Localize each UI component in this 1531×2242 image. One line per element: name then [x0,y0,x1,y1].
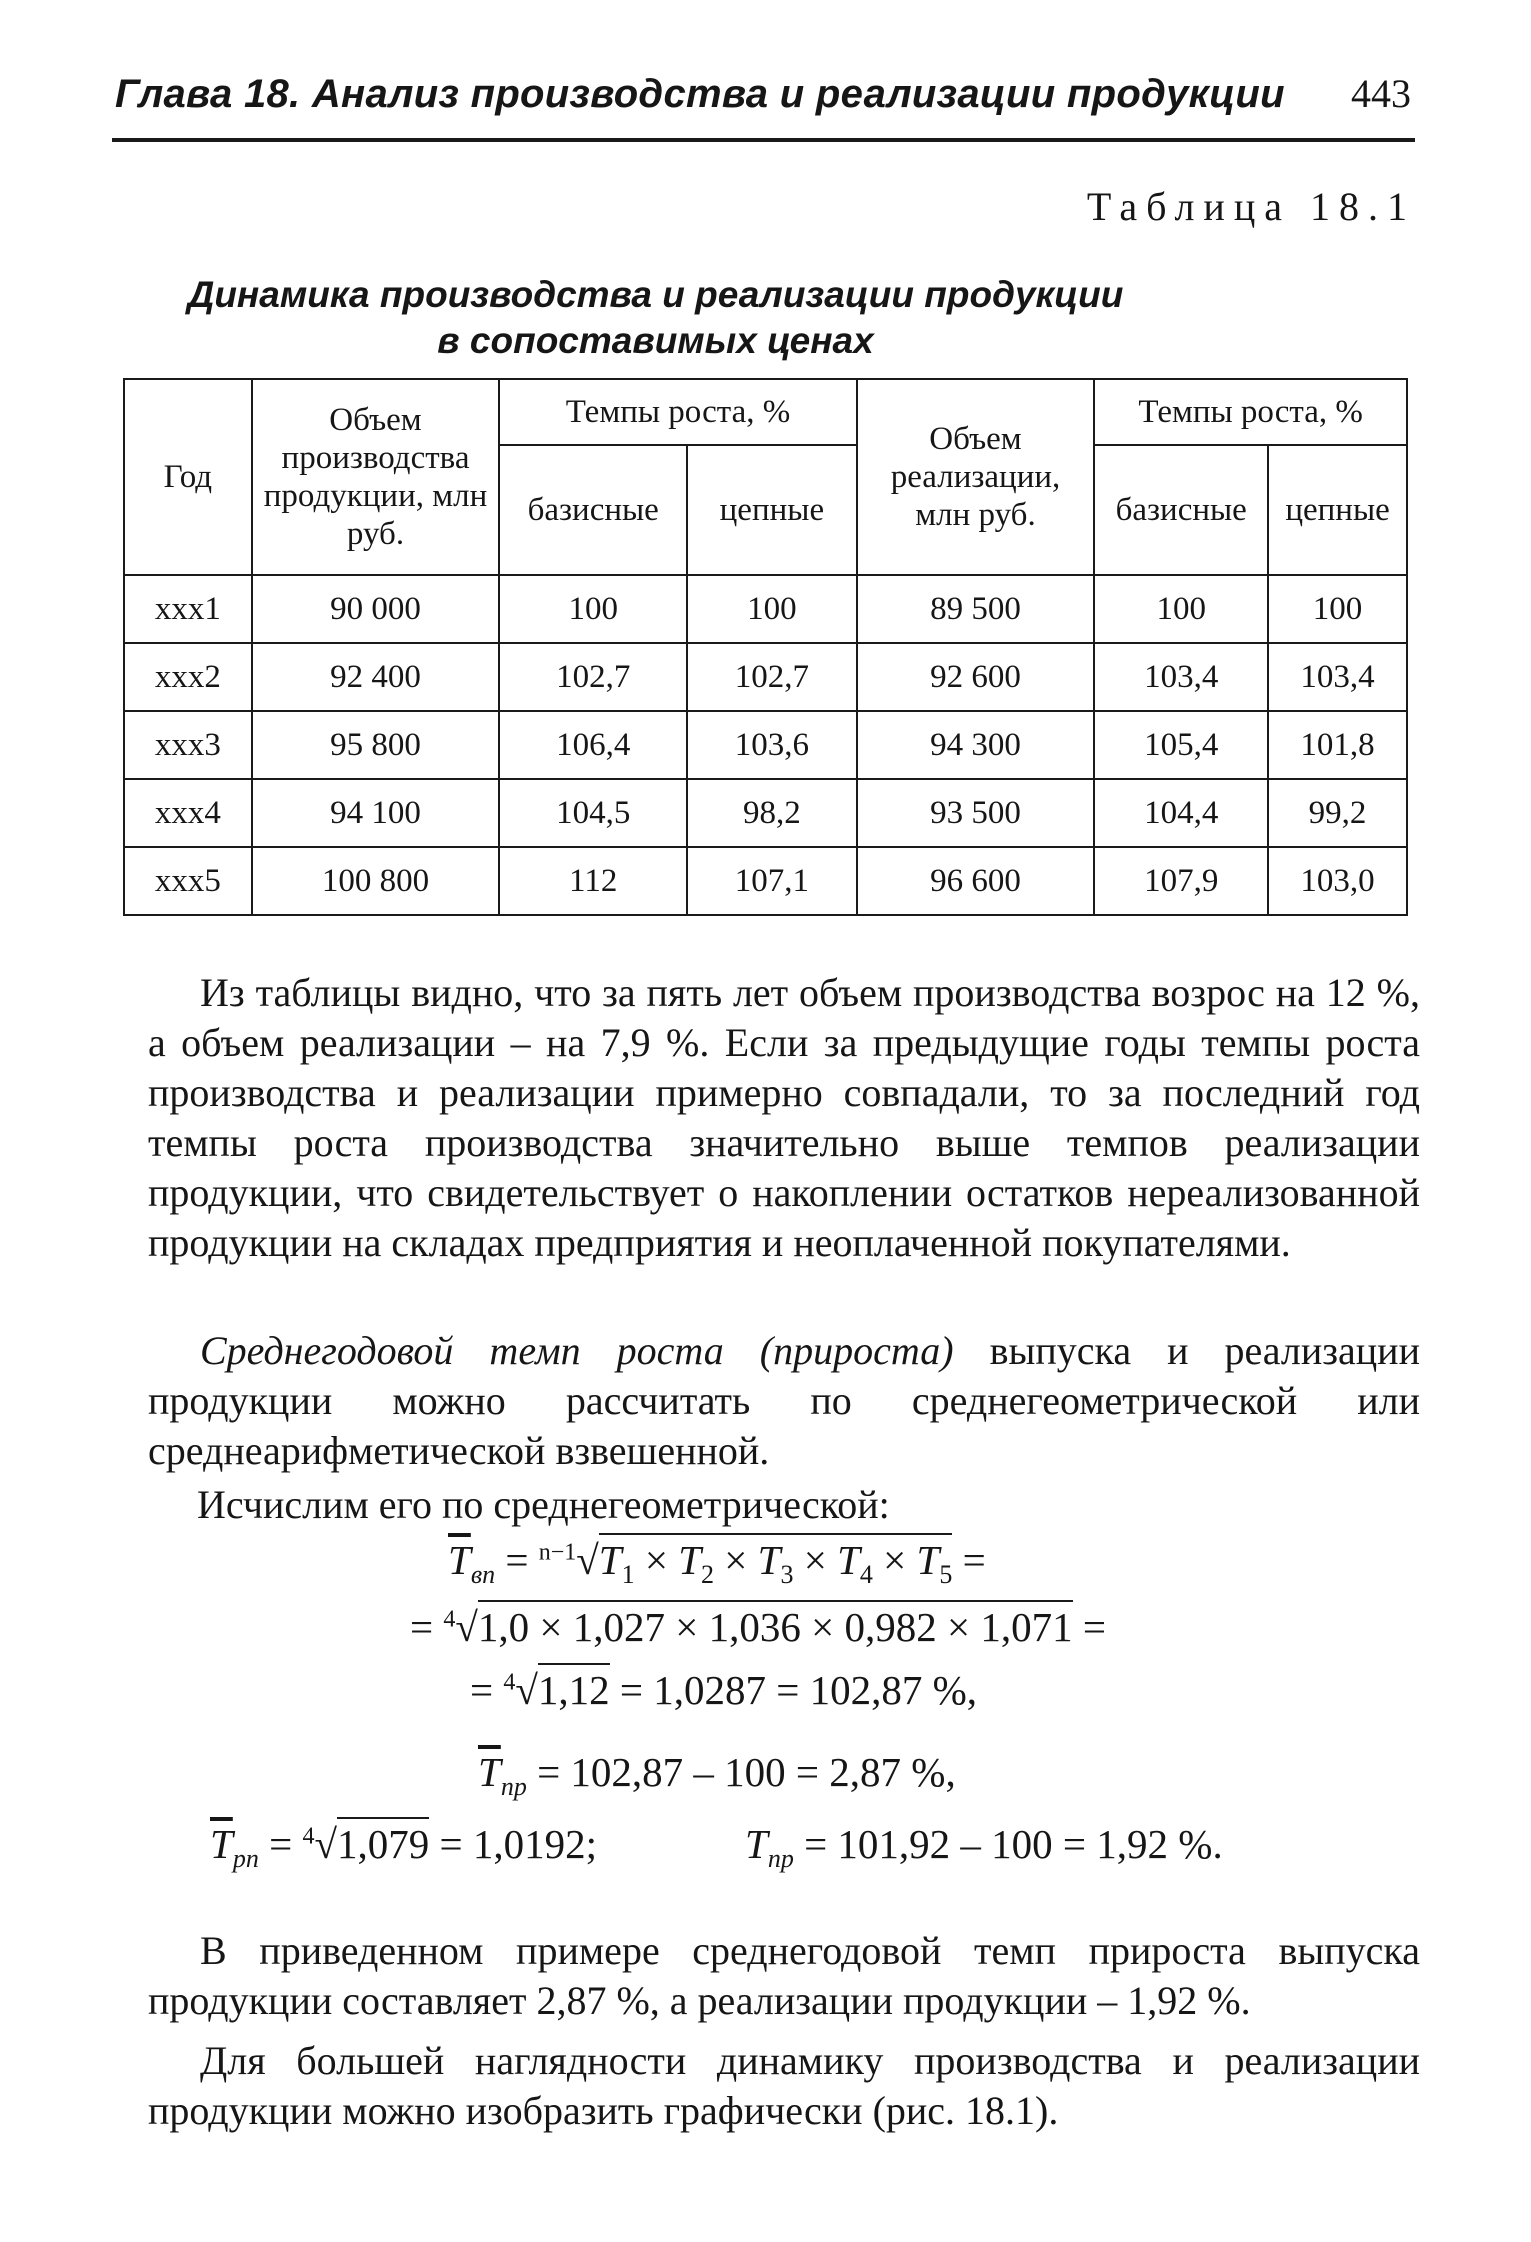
formula-line-4: $\overline{T}_{пр} = 102,87 - 100 = 2,87$ %, [478,1749,956,1802]
cell-sales: 92 600 [857,643,1095,711]
cell-year: xxx4 [124,779,252,847]
cell-prod: 100 800 [252,847,500,915]
cell-year: xxx1 [124,575,252,643]
cell-prod-basic: 104,5 [499,779,687,847]
table-row [124,711,1407,779]
cell-year: xxx3 [124,711,252,779]
paragraph-4: В приведенном примере среднегодовой темп прироста выпуска продукции составляет 2,87 %, а реализации продукции – 1,92 %. [148,1928,1420,2023]
table-row [124,575,1407,643]
paragraph-3: Исчислим его по среднегеометрической: [197,1482,890,1527]
formula-line-5: $\overline{T}_{рп} = ^4√1,079 = 1,0192$; [210,1820,597,1874]
cell-prod-basic: 112 [499,847,687,915]
table-row [124,779,1407,847]
formula-result-1: = 1,0287 = 102,87 %, [619,1667,978,1713]
paragraph-2-text: выпуска и реализации продукции можно рассчитать по среднегеометрической или среднеарифметической взвешенной. [148,1328,1420,1473]
header-prod-growth: Темпы роста, % [499,379,856,445]
cell-sales-basic: 105,4 [1094,711,1268,779]
formula-line-2: = $^4$√1,0 × 1,027 × 1,036 × 0,982 × 1,071 = [410,1603,1106,1651]
formula-line-6: $T_{пр} = 101,92 - 100 = 1,92$ %. [745,1821,1223,1874]
header-prod-basic: базисные [499,445,687,575]
cell-sales-chain: 103,4 [1268,643,1407,711]
header-sales-growth: Темпы роста, % [1094,379,1407,445]
header-sales-volume: Объем реализации, млн руб. [857,379,1095,575]
paragraph-2 [148,1326,1420,1476]
running-head: Глава 18. Анализ производства и реализации продукции [115,72,1285,116]
cell-prod: 94 100 [252,779,500,847]
cell-prod: 90 000 [252,575,500,643]
formula-result-3: = 1,0192; [439,1821,597,1867]
cell-sales: 94 300 [857,711,1095,779]
paragraph-1: Из таблицы видно, что за пять лет объем производства возрос на 12 %, а объем реализации – на 7,9 %. Если за предыдущие годы темпы роста производства и реализации примерно совпадали, то за последний год темпы роста производства значительно выше темпов реализации продукции, что свидетельствует о накоплении остатков нереализованной продукции на складах предприятия и неоплаченной покупателями. [148,970,1420,1265]
header-sales-basic: базисные [1094,445,1268,575]
header-sales-chain: цепные [1268,445,1407,575]
formula-line-3: = $^4$√1,12 = 1,0287 = 102,87 %, [470,1666,977,1714]
table-caption-line1: Динамика производства и реализации продукции [187,274,1124,315]
cell-prod-basic: 102,7 [499,643,687,711]
paragraph-2-italic: Среднегодовой темп роста (прироста) [200,1328,954,1373]
cell-year: xxx2 [124,643,252,711]
table-row [124,643,1407,711]
cell-prod-chain: 98,2 [687,779,857,847]
formula-result-2: = 102,87 – 100 = 2,87 %, [537,1749,956,1795]
cell-sales: 93 500 [857,779,1095,847]
cell-prod-basic: 100 [499,575,687,643]
table-label: Таблица 18.1 [1086,184,1416,229]
table-caption-line2: в сопоставимых ценах [437,320,874,361]
header-year: Год [124,379,252,575]
cell-sales-chain: 99,2 [1268,779,1407,847]
cell-prod: 95 800 [252,711,500,779]
cell-sales-chain: 100 [1268,575,1407,643]
cell-sales-chain: 101,8 [1268,711,1407,779]
cell-sales-basic: 103,4 [1094,643,1268,711]
cell-year: xxx5 [124,847,252,915]
formula-result-4: = 101,92 – 100 = 1,92 %. [804,1821,1223,1867]
cell-prod-chain: 100 [687,575,857,643]
table-row [124,847,1407,915]
cell-prod: 92 400 [252,643,500,711]
production-table [123,378,1408,916]
header-rule [112,138,1415,142]
cell-sales: 89 500 [857,575,1095,643]
header-prod-chain: цепные [687,445,857,575]
cell-prod-chain: 102,7 [687,643,857,711]
cell-sales-basic: 100 [1094,575,1268,643]
cell-sales-chain: 103,0 [1268,847,1407,915]
cell-sales-basic: 104,4 [1094,779,1268,847]
cell-prod-chain: 103,6 [687,711,857,779]
cell-sales: 96 600 [857,847,1095,915]
paragraph-5: Для большей наглядности динамику производства и реализации продукции можно изобразить графически (рис. 18.1). [148,2038,1420,2133]
header-prod-volume: Объем производства продукции, млн руб. [252,379,500,575]
cell-prod-chain: 107,1 [687,847,857,915]
cell-prod-basic: 106,4 [499,711,687,779]
formula-line-1: $\overline{T}_{вп} = ^{n-1}√T_1 \times T_2 \times T_3 \times T_4 \times T_5$ = [448,1536,986,1590]
page-number: 443 [1351,71,1411,116]
cell-sales-basic: 107,9 [1094,847,1268,915]
